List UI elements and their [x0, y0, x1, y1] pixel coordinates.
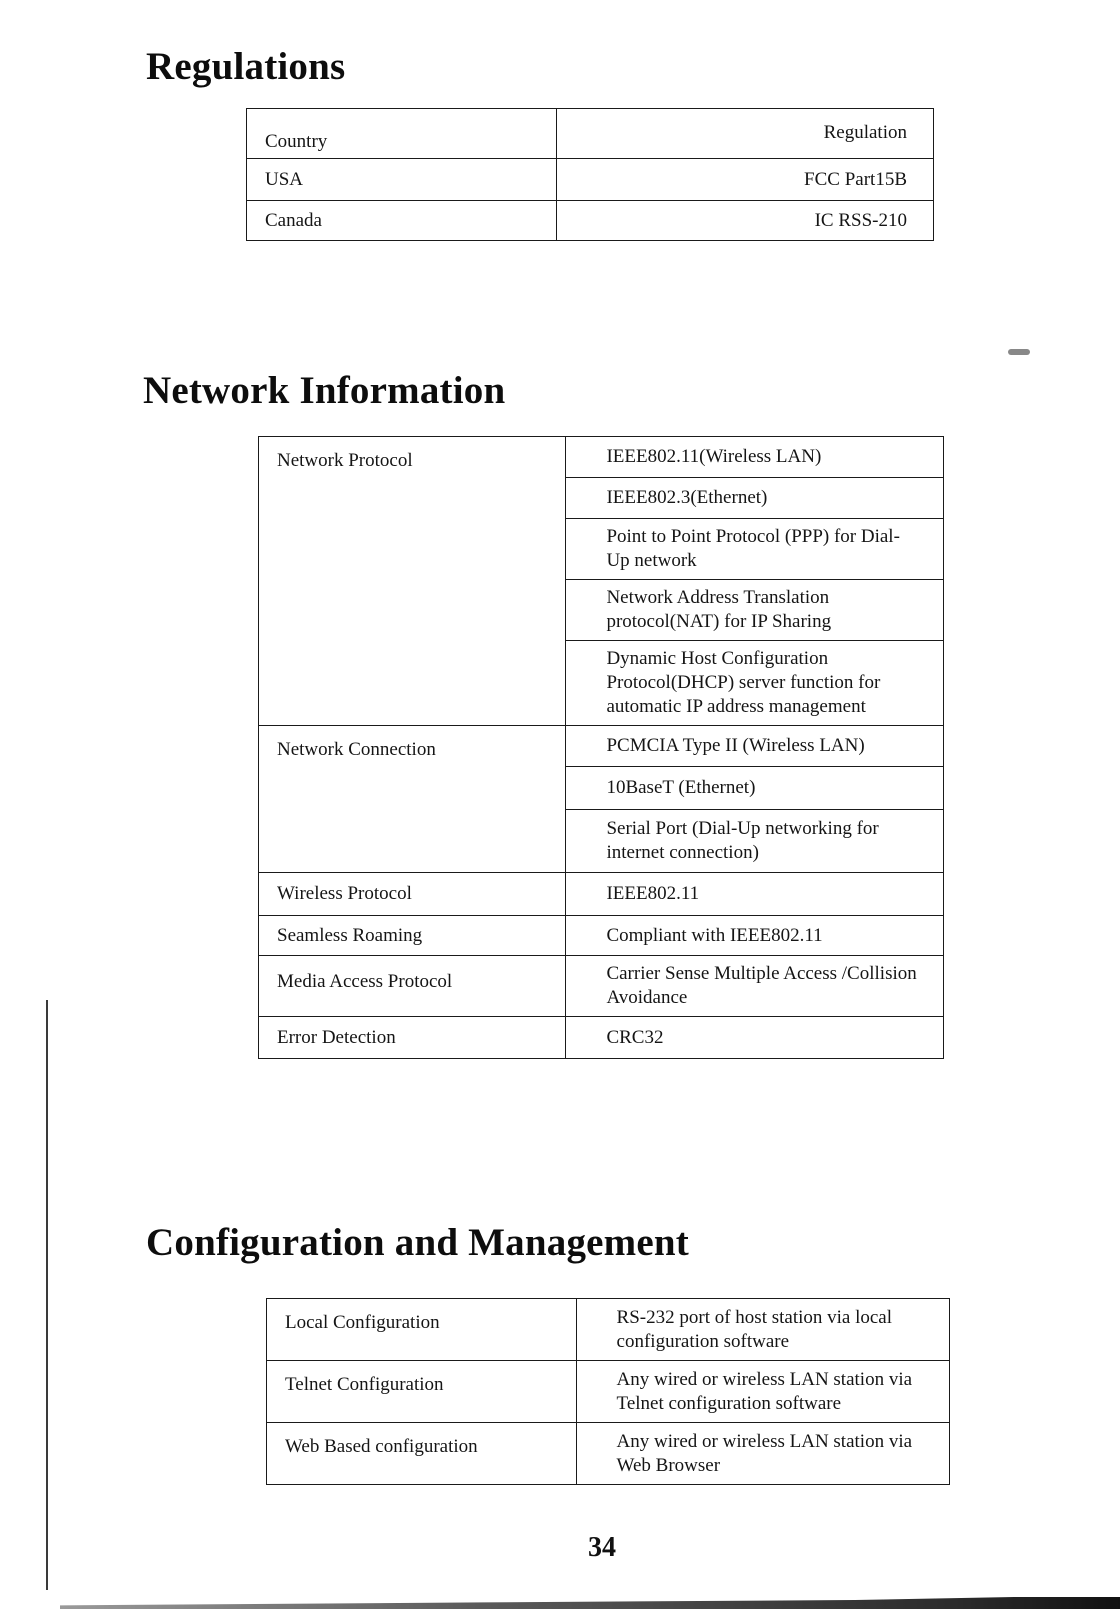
local-configuration-label: Local Configuration — [267, 1299, 577, 1361]
country-header: Country — [247, 109, 557, 159]
error-detection-value: CRC32 — [566, 1017, 944, 1059]
telnet-configuration-value: Any wired or wireless LAN station via Telnet configuration software — [576, 1361, 949, 1423]
network-protocol-value: IEEE802.3(Ethernet) — [566, 478, 944, 519]
table-row — [247, 109, 934, 159]
table-row — [259, 916, 944, 956]
table-row — [247, 159, 934, 201]
seamless-roaming-value: Compliant with IEEE802.11 — [566, 916, 944, 956]
table-row — [247, 201, 934, 241]
network-connection-label: Network Connection — [259, 726, 566, 873]
wireless-protocol-label: Wireless Protocol — [259, 873, 566, 916]
regulation-cell: FCC Part15B — [556, 159, 933, 201]
configuration-management-table — [266, 1298, 950, 1485]
table-row — [259, 726, 944, 767]
local-configuration-value: RS-232 port of host station via local configuration software — [576, 1299, 949, 1361]
wireless-protocol-value: IEEE802.11 — [566, 873, 944, 916]
network-protocol-label: Network Protocol — [259, 437, 566, 726]
table-row — [259, 873, 944, 916]
regulations-table — [246, 108, 934, 241]
network-information-table — [258, 436, 944, 1059]
scan-margin-line — [46, 1000, 48, 1590]
seamless-roaming-label: Seamless Roaming — [259, 916, 566, 956]
network-protocol-value: IEEE802.11(Wireless LAN) — [566, 437, 944, 478]
configuration-management-title: Configuration and Management — [146, 1221, 689, 1264]
web-based-configuration-value: Any wired or wireless LAN station via Web Browser — [576, 1423, 949, 1485]
table-row — [259, 1017, 944, 1059]
country-cell: USA — [247, 159, 557, 201]
country-cell: Canada — [247, 201, 557, 241]
scan-bottom-edge — [60, 1597, 1120, 1609]
network-connection-value: Serial Port (Dial-Up networking for internet connection) — [566, 810, 944, 873]
regulation-header: Regulation — [556, 109, 933, 159]
table-row — [267, 1423, 950, 1485]
scan-speck — [1008, 349, 1030, 355]
regulation-cell: IC RSS-210 — [556, 201, 933, 241]
network-protocol-value: Network Address Translation protocol(NAT) for IP Sharing — [566, 580, 944, 641]
network-protocol-value: Dynamic Host Configuration Protocol(DHCP) server function for automatic IP address management — [566, 641, 944, 726]
table-row — [259, 956, 944, 1017]
media-access-protocol-label: Media Access Protocol — [259, 956, 566, 1017]
telnet-configuration-label: Telnet Configuration — [267, 1361, 577, 1423]
media-access-protocol-value: Carrier Sense Multiple Access /Collision Avoidance — [566, 956, 944, 1017]
network-protocol-value: Point to Point Protocol (PPP) for Dial-Up network — [566, 519, 944, 580]
web-based-configuration-label: Web Based configuration — [267, 1423, 577, 1485]
error-detection-label: Error Detection — [259, 1017, 566, 1059]
network-connection-value: PCMCIA Type II (Wireless LAN) — [566, 726, 944, 767]
page-number: 34 — [588, 1532, 616, 1563]
network-connection-value: 10BaseT (Ethernet) — [566, 767, 944, 810]
table-row — [267, 1361, 950, 1423]
network-information-title: Network Information — [143, 369, 506, 412]
table-row — [267, 1299, 950, 1361]
table-row — [259, 437, 944, 478]
regulations-title: Regulations — [146, 45, 346, 88]
